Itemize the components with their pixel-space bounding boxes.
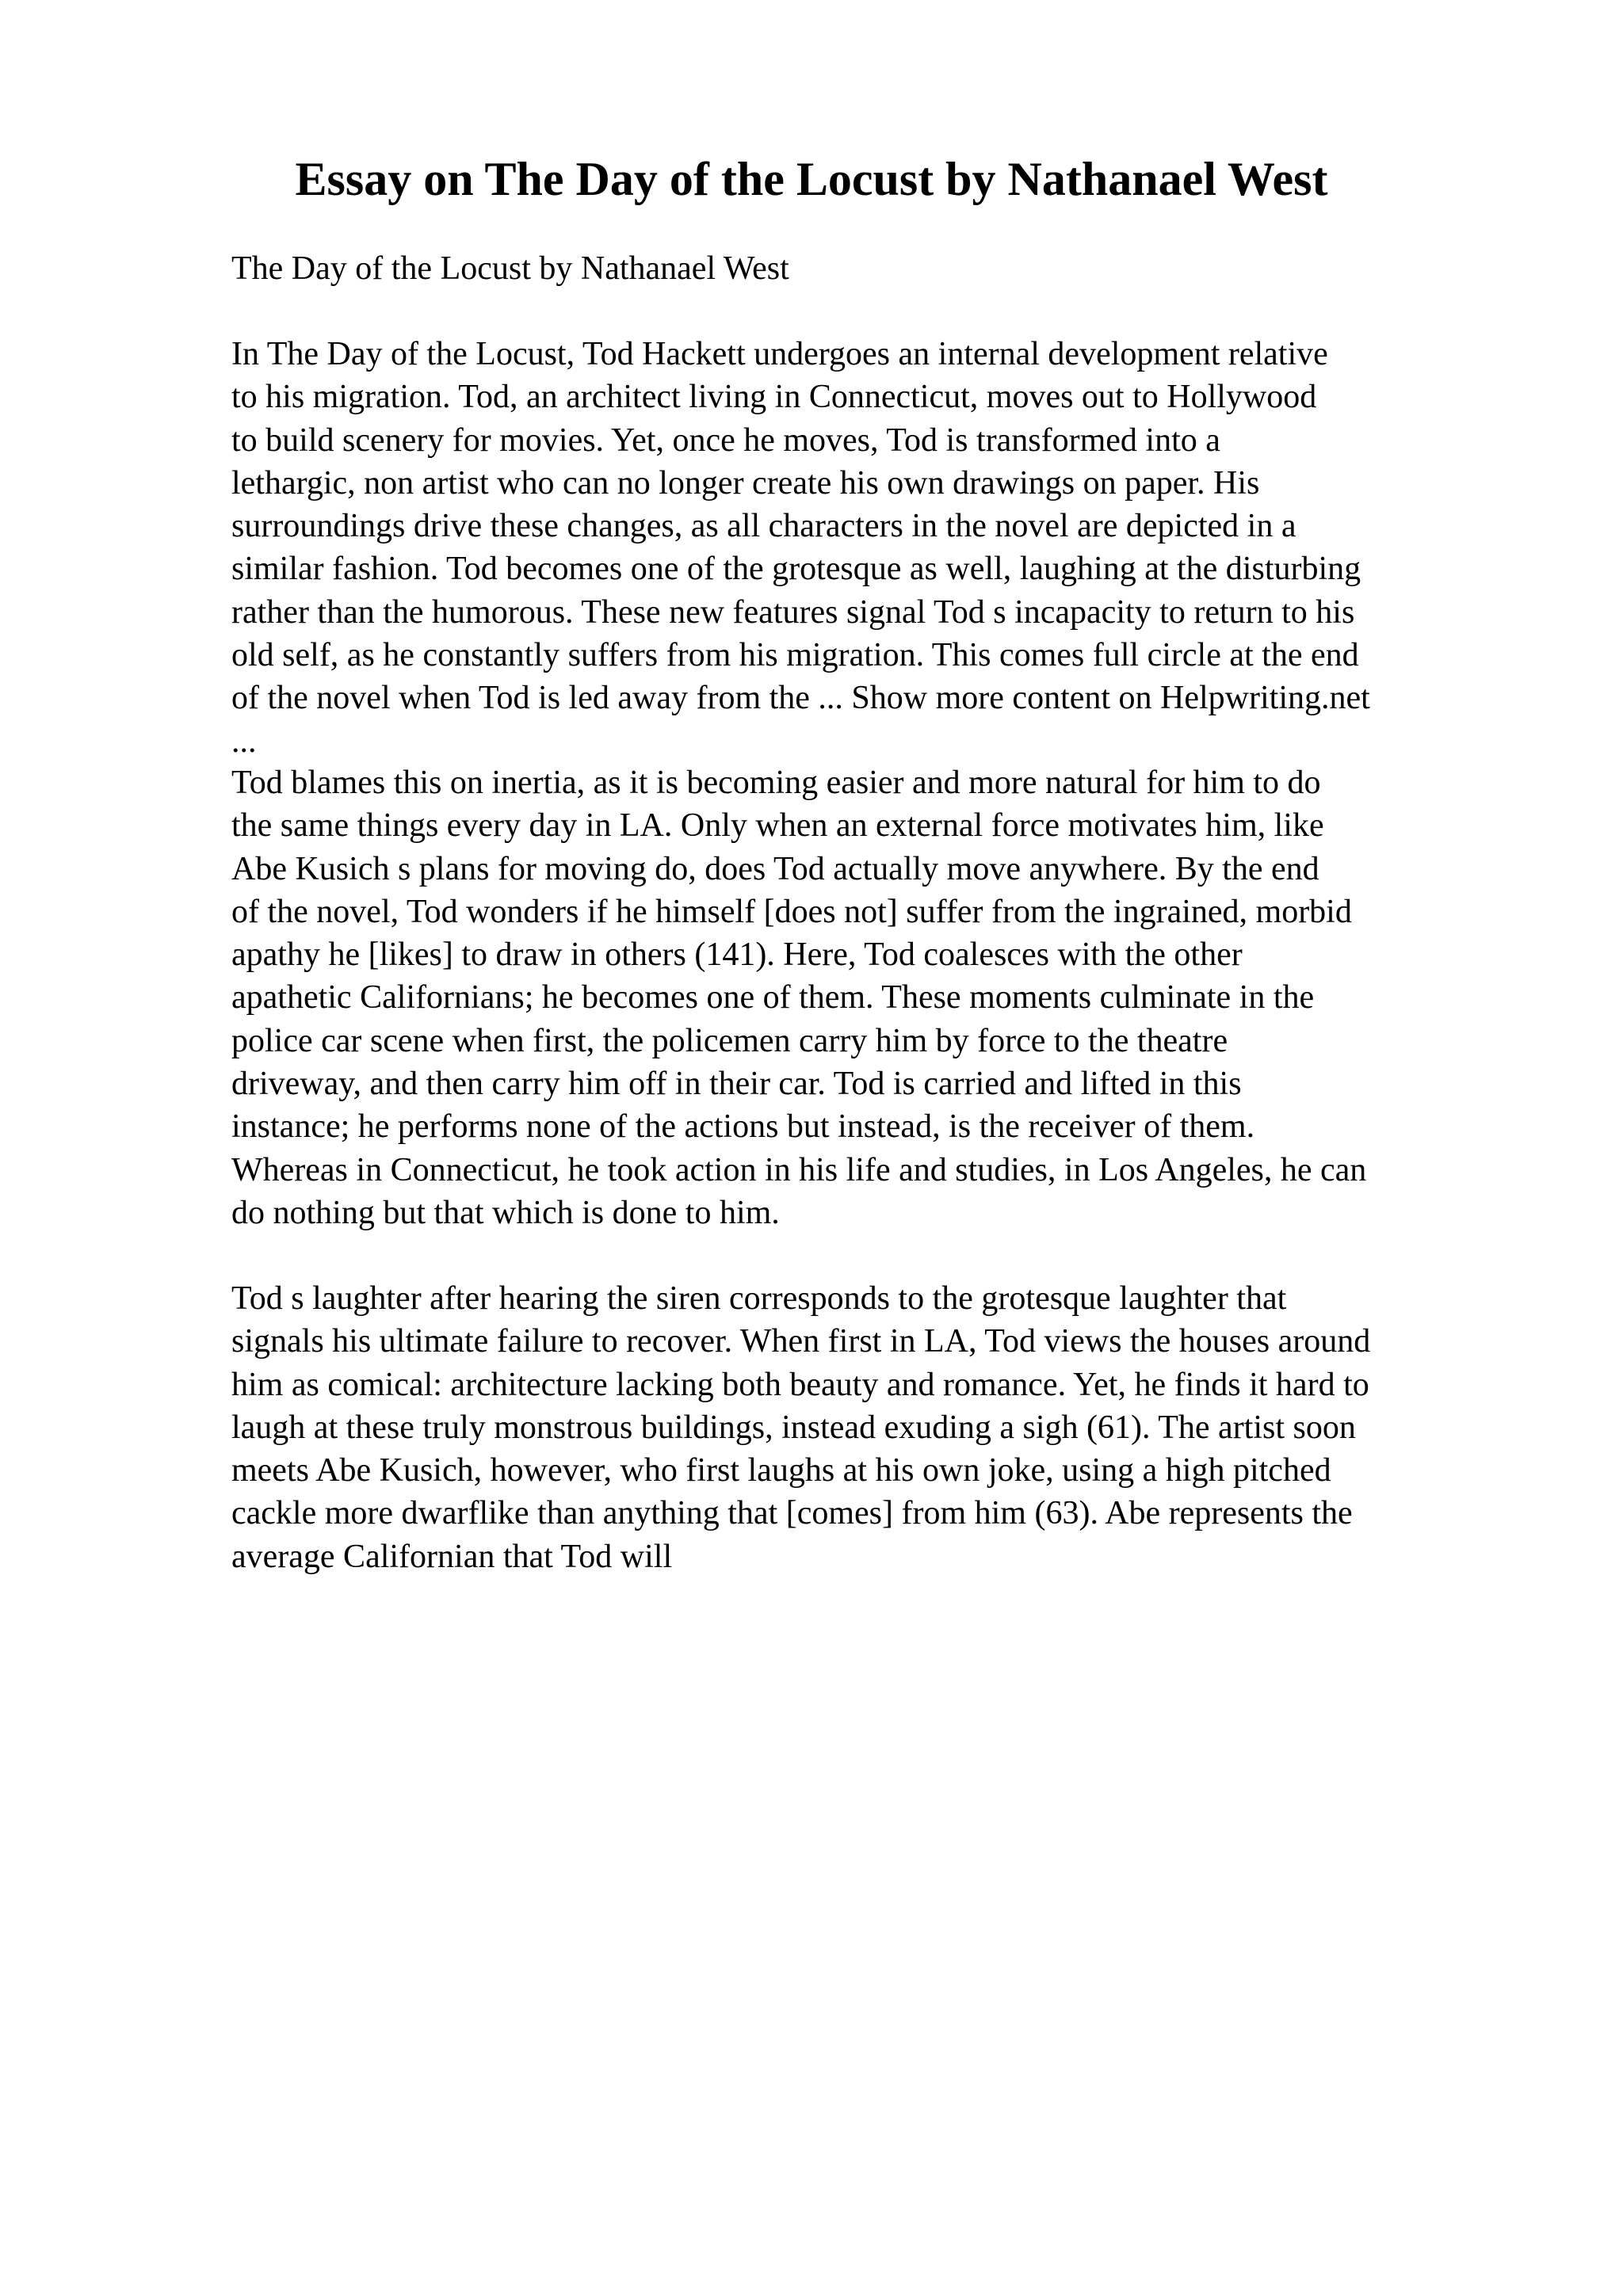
text-line: to build scenery for movies. Yet, once he moves, Tod is transformed into a — [231, 421, 1220, 459]
text-line: the same things every day in LA. Only when an external force motivates him, like — [231, 807, 1324, 845]
text-line: Whereas in Connecticut, he took action in his life and studies, in Los Angeles, he can — [231, 1151, 1367, 1188]
document-title: Essay on The Day of the Locust by Nathanael West — [295, 153, 1328, 205]
text-line: him as comical: architecture lacking both beauty and romance. Yet, he finds it hard to — [231, 1366, 1369, 1403]
text-line: laugh at these truly monstrous buildings, instead exuding a sigh (61). The artist soon — [231, 1409, 1356, 1446]
text-line: cackle more dwarflike than anything that [comes] from him (63). Abe represents the — [231, 1495, 1353, 1532]
text-line: Tod blames this on inertia, as it is becoming easier and more natural for him to do — [231, 765, 1321, 801]
text-line: signals his ultimate failure to recover. When first in LA, Tod views the houses around — [231, 1323, 1371, 1360]
text-line: police car scene when first, the policemen carry him by force to the theatre — [231, 1022, 1228, 1059]
text-line: Abe Kusich s plans for moving do, does Tod actually move anywhere. By the end — [231, 850, 1319, 887]
text-line: rather than the humorous. These new features signal Tod s incapacity to return to his — [231, 593, 1355, 631]
text-line: of the novel when Tod is led away from the ... Show more content on Helpwriting.net — [231, 680, 1370, 717]
text-line: do nothing but that which is done to him. — [231, 1194, 780, 1231]
text-line: to his migration. Tod, an architect living in Connecticut, moves out to Hollywood — [231, 379, 1317, 416]
text-line: average Californian that Tod will — [231, 1538, 673, 1575]
paragraph-2 — [231, 761, 1366, 1234]
text-line: driveway, and then carry him off in their car. Tod is carried and lifted in this — [231, 1066, 1242, 1103]
paragraph-3 — [231, 1277, 1370, 1578]
text-line: surroundings drive these changes, as all characters in the novel are depicted in a — [231, 508, 1296, 545]
text-line: instance; he performs none of the actions but instead, is the receiver of them. — [231, 1108, 1255, 1146]
document-subtitle: The Day of the Locust by Nathanael West — [231, 250, 789, 287]
text-line: apathetic Californians; he becomes one of them. These moments culminate in the — [231, 979, 1315, 1016]
text-line: ... — [231, 723, 257, 760]
text-line: In The Day of the Locust, Tod Hackett undergoes an internal development relative — [231, 336, 1328, 372]
text-line: similar fashion. Tod becomes one of the grotesque as well, laughing at the disturbing — [231, 551, 1361, 588]
text-line: Tod s laughter after hearing the siren corresponds to the grotesque laughter that — [231, 1280, 1287, 1317]
text-line: old self, as he constantly suffers from his migration. This comes full circle at the end — [231, 637, 1359, 674]
text-line: meets Abe Kusich, however, who first laughs at his own joke, using a high pitched — [231, 1452, 1331, 1489]
text-line: apathy he [likes] to draw in others (141). Here, Tod coalesces with the other — [231, 936, 1243, 974]
paragraph-1 — [231, 333, 1370, 763]
text-line: lethargic, non artist who can no longer create his own drawings on paper. His — [231, 464, 1260, 502]
text-line: of the novel, Tod wonders if he himself [does not] suffer from the ingrained, morbid — [231, 893, 1352, 930]
